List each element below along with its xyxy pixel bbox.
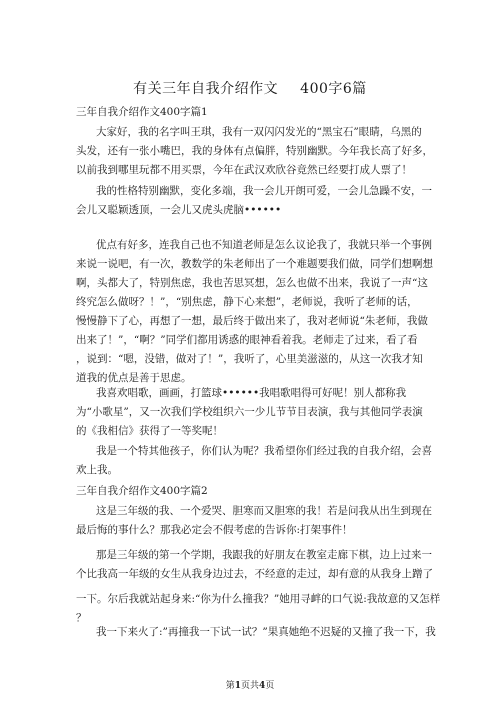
paragraph-2-3	[76, 623, 436, 642]
text-line: 以前我到哪里玩都不用买票，今年在武汉欢欣谷竟然已经要打成人票了！	[76, 164, 412, 176]
paragraph-1-2	[76, 182, 432, 220]
footer-page-number: 1	[234, 681, 241, 691]
text-line: ，说到：“嗯，没错，做对了！”，我听了，心里美滋滋的，从这一次我才知	[76, 353, 423, 365]
section-heading-2: 三年自我介绍作文400字篇2	[76, 485, 208, 497]
text-line: 出来了！”，“啊？”同学们都用诱惑的眼神看着我。老师走了过来，看了看	[76, 334, 418, 346]
text-line: 我喜欢唱歌，画画，打篮球••••••我唱歌唱得可好呢！别人都称我	[96, 387, 407, 399]
text-line: 头发，还有一张小嘴巴，我的身体有点偏胖，特别幽默。今年我长高了好多，	[76, 145, 433, 157]
text-line: 这是三年级的我、一个爱哭、胆寒而又胆寒的我！若是问我从出生到现在	[96, 505, 432, 517]
text-line: 来说一说吧，有一次，教数学的朱老师出了一个难题要我们做，同学们想啊想	[76, 258, 433, 270]
paragraph-1-1	[76, 123, 433, 180]
paragraph-2-2	[76, 546, 441, 628]
paragraph-1-5	[76, 442, 432, 480]
text-line: ？	[76, 612, 87, 624]
text-line: 我是一个特其他孩子，你们认为呢？我希望你们经过我的自我介绍，会喜	[96, 445, 432, 457]
text-line: 为“小歌星”，又一次我们学校组织六一少儿节节目表演，我与其他同学表演	[76, 406, 423, 418]
text-line: 最后悔的事什么？那我必定会不假考虑的告诉你:打架事件！	[76, 524, 353, 536]
text-line: 那是三年级的第一个学期，我跟我的好朋友在教室走廊下棋，边上过来一	[96, 549, 432, 561]
text-line: 会儿又聪颖透顶，一会儿又虎头虎脑••••••	[76, 204, 282, 216]
title-main: 有关三年自我介绍作文	[133, 81, 279, 97]
text-line: 欢上我。	[76, 464, 118, 476]
paragraph-2-1	[76, 502, 432, 540]
section-heading-1: 三年自我介绍作文400字篇1	[76, 106, 208, 118]
text-line: 终究怎么做呀？！”，“别焦虑，静下心来想”，老师说，我听了老师的话，	[76, 296, 418, 308]
text-line: 一下。尔后我就站起身来:“你为什么撞我？”她用寻衅的口气说:我故意的又怎样	[76, 593, 441, 605]
text-line: 个比我高一年级的女生从我身边过去，不经意的走过，却有意的从我身上蹭了	[76, 568, 433, 580]
text-line: 道我的优点是善于思虑。	[76, 372, 192, 384]
footer-total-pages: 4	[259, 681, 266, 691]
footer-prefix: 第	[225, 681, 235, 691]
text-line: 我一下来火了:”再撞我一下试一试？”果真她绝不迟疑的又撞了我一下，我	[96, 626, 436, 638]
footer-middle: 页共	[240, 681, 259, 691]
title-count: 400字6篇	[300, 81, 367, 97]
text-line: 啊，头都大了，特别焦虑，我也苦思冥想，怎么也做不出来，我说了一声“这	[76, 277, 428, 289]
text-line: 的《我相信》获得了一等奖呢！	[76, 425, 223, 437]
page-footer	[0, 678, 500, 691]
paragraph-1-3	[76, 236, 433, 388]
paragraph-1-4	[76, 384, 426, 441]
text-line: 慢慢静下了心，再想了一想，最后终于做出来了，我对老师说“朱老师，我做	[76, 315, 428, 327]
page-title	[0, 78, 500, 98]
text-line: 我的性格特别幽默，变化多端，我一会儿开朗可爱，一会儿急躁不安，一	[96, 185, 432, 197]
text-line: 优点有好多，连我自己也不知道老师是怎么议论我了，我就只举一个事例	[96, 239, 432, 251]
footer-suffix: 页	[265, 681, 275, 691]
text-line: 大家好，我的名字叫王琪，我有一双闪闪发光的“黑宝石”眼睛，乌黑的	[96, 126, 422, 138]
